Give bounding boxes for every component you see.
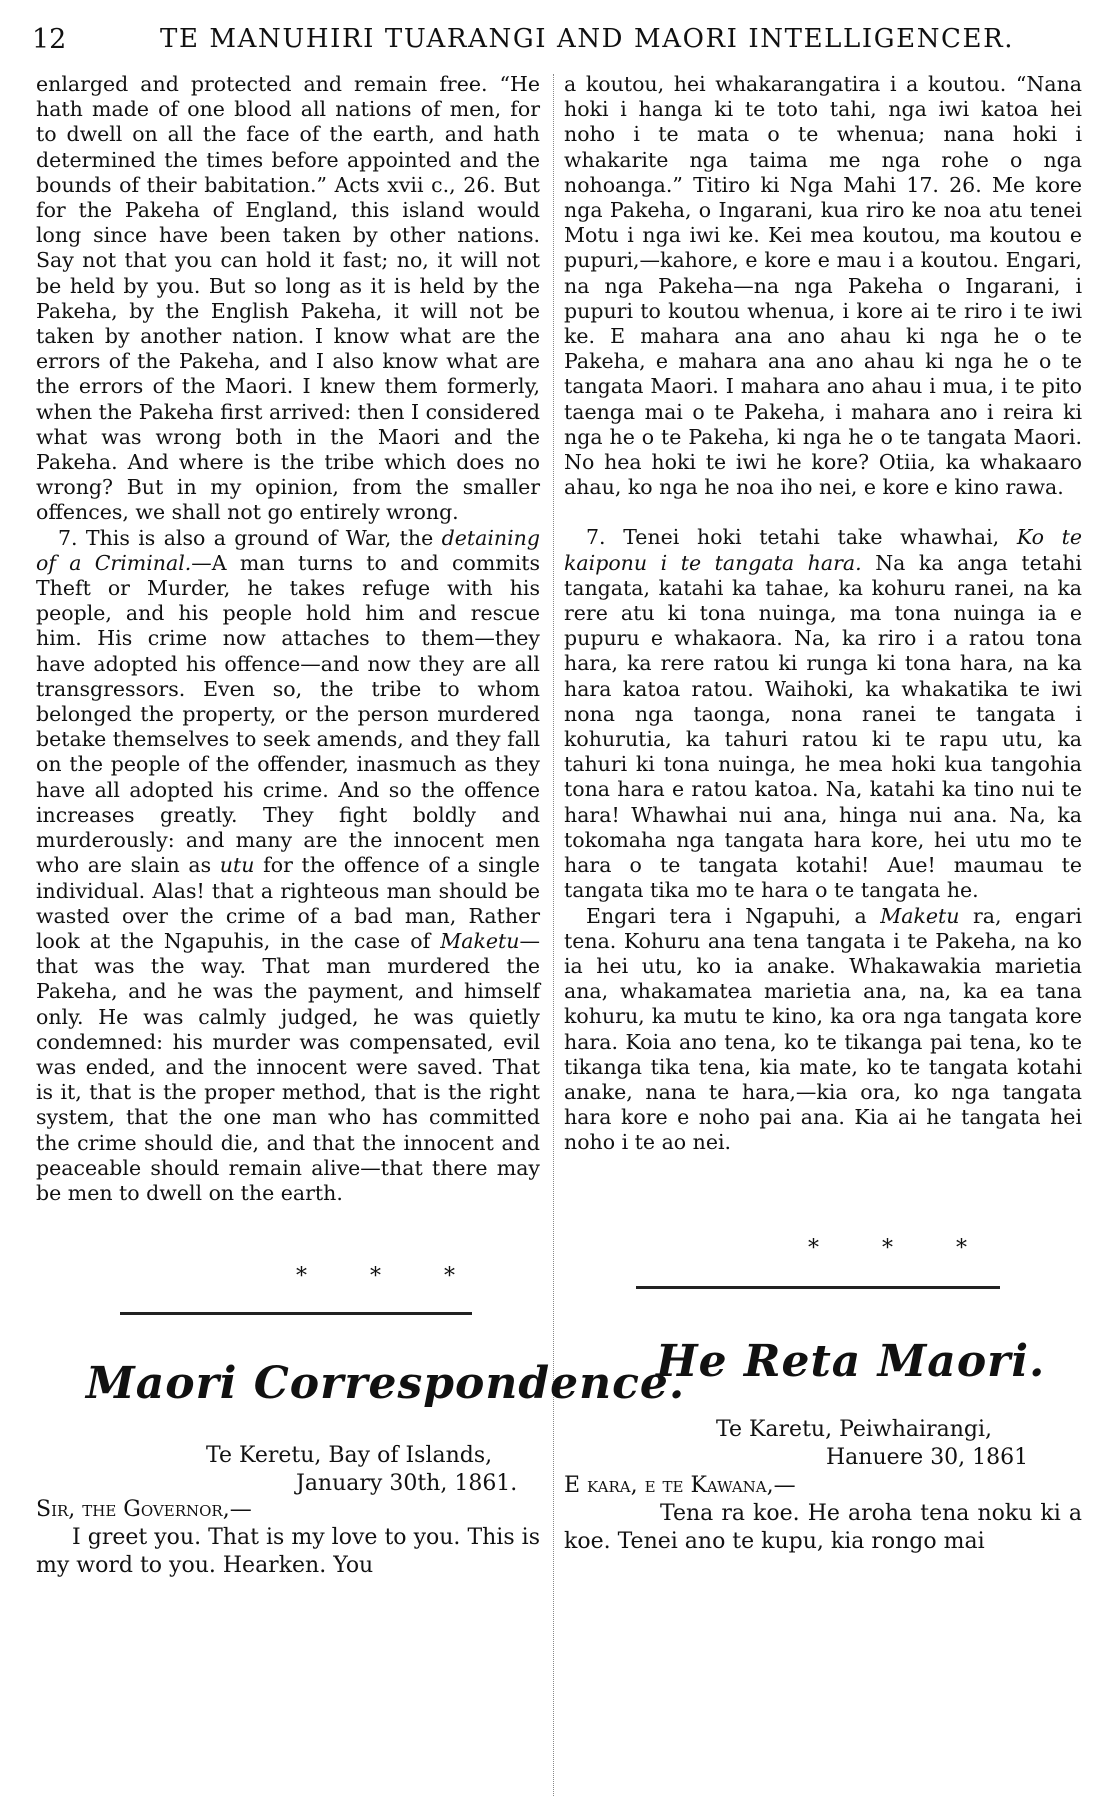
english-p2-maketu: Maketu — [440, 928, 520, 953]
column-divider — [553, 74, 554, 1796]
maori-p2-italic: Ko te kaiponu i te tangata hara. — [564, 525, 1082, 575]
left-heading-rule — [120, 1312, 472, 1315]
maori-p3-start: Engari tera i Ngapuhi, a — [586, 903, 867, 928]
english-p2-italic: detaining of a Criminal. — [36, 525, 540, 575]
maori-p2-number: 7. Tenei hoki tetahi take whawhai, — [586, 525, 1000, 550]
english-paragraph-1: enlarged and protected and remain free. “He hath made of one blood all nations of men, for to dwell on all the face of the earth, and hath determined the times before appointed and the bounds of their babitation.” Acts xvii c., 26. But for the Pakeha of England, this island would long since have been taken by other nations. Say not that you can hold it fast; no, it will not be held by you. But so long as it is held by the Pakeha, by the English Pakeha, it will not be taken by another nation. I know what are the errors of the Pakeha, and I also know what are the errors of the Maori. I knew them formerly, when the Pakeha first arrived: then I considered what was wrong both in the Maori and the Pakeha. And where is the tribe which does no wrong? But in my opinion, from the smaller offences, we shall not go entirely wrong. — [36, 72, 540, 525]
english-p2-final: —that was the way. That man murdered the Pakeha, and he was the payment, and himself only. He was calmly judged, he was quietly condemned: his murder was compensated, evil was ended, and the innocent were saved. That is it, that is the proper method, that is the right system, that the one man who has committed the crime should die, and that the innocent and peaceable should remain alive—that there may be men to dwell on the earth. — [36, 928, 540, 1205]
english-column — [36, 72, 540, 1206]
maori-correspondence-heading: Maori Correspondence. — [86, 1358, 686, 1409]
english-letter-body: I greet you. That is my love to you. This is my word to you. Hearken. You — [36, 1525, 540, 1578]
right-heading-rule — [636, 1286, 1000, 1289]
maori-letter-place: Te Karetu, Peiwhairangi, — [716, 1417, 992, 1442]
running-title: TE MANUHIRI TUARANGI AND MAORI INTELLIGENCER. — [160, 24, 1015, 54]
maori-p3-rest: ra, engari tena. Kohuru ana tena tangata i te Pakeha, na ko ia hei utu, ko ia anake. Whakawakia marietia ana, whakamatea marietia ana, na, ka ea tana kohuru, ka mutu te kino, ka ora nga tangata kore hara. Koia ano tena, ko te tikanga pai tena, ko te tikanga tika tena, kia mate, ko te tangata kotahi anake, nana te hara,—kia ora, ko nga tangata hara kore e noho pai ana. Kia ai he tangata hei noho i te ao nei. — [564, 903, 1082, 1155]
page-number: 12 — [32, 24, 67, 55]
left-section-stars: * * * — [296, 1264, 483, 1289]
maori-paragraph-2 — [564, 525, 1082, 903]
maori-p3-maketu: Maketu — [880, 903, 960, 928]
english-p2-utu: utu — [219, 853, 255, 878]
maori-letter-body: Tena ra koe. He aroha tena noku ki a koe. Tenei ano te kupu, kia rongo mai — [564, 1501, 1082, 1554]
maori-letter-date: Hanuere 30, 1861 — [826, 1445, 1029, 1470]
english-p2-rest: —A man turns to and commits Theft or Murder, he takes refuge with his people, and his people hold him and rescue him. His crime now attaches to them—they have adopted his offence—and now they are all transgressors. Even so, the tribe to whom belonged the property, or the person murdered betake themselves to seek amends, and they fall on the people of the offender, inasmuch as they have all adopted his crime. And so the offence increases greatly. They fight boldly and murderously: and many are the innocent men who are slain as — [36, 550, 541, 878]
english-letter-date: January 30th, 1861. — [296, 1471, 518, 1496]
english-letter-salutation: Sir, the Governor,— — [36, 1497, 252, 1522]
maori-column — [564, 72, 1082, 1156]
maori-paragraph-1: a koutou, hei whakarangatira i a koutou. “Nana hoki i hanga ki te toto tahi, nga iwi katoa hei noho i te mata o te whenua; nana hoki i whakarite nga taima me nga rohe o nga nohoanga.” Titiro ki Nga Mahi 17. 26. Me kore nga Pakeha, o Ingarani, kua riro ke noa atu tenei Motu i nga iwi ke. Kei mea koutou, ma koutou e pupuri,—kahore, e kore e mau i a koutou. Engari, na nga Pakeha—na nga Pakeha o Ingarani, i pupuri to koutou whenua, i kore ai te riro i te iwi ke. E mahara ana ano ahau ki nga he o te Pakeha, e mahara ana ano ahau ki nga he o te tangata Maori. I mahara ano ahau i mua, i te pito taenga mai o te Pakeha, i mahara ano i reira ki nga he o te Pakeha, ki nga he o te tangata Maori. No hea hoki te iwi he kore? Otiia, ka whakaaro ahau, ko nga he noa iho nei, e kore e kino rawa. — [564, 72, 1082, 500]
maori-paragraph-3 — [564, 904, 1082, 1156]
maori-letter-salutation: E kara, e te Kawana,— — [564, 1473, 796, 1498]
english-p2-number: 7. This is also a ground of War, the — [58, 525, 434, 550]
english-paragraph-2 — [36, 526, 540, 1206]
english-letter-place: Te Keretu, Bay of Islands, — [206, 1443, 493, 1468]
maori-p2-rest: Na ka anga tetahi tangata, katahi ka tahae, ka kohuru ranei, na ka rere atu ki tona nuinga, ma tona nuinga ia e pupuru e whakaora. Na, ka riro i a ratou tona hara, ka rere ratou ki runga ki tona hara, na ka hara katoa ratou. Waihoki, ka whakatika te iwi nona nga taonga, nona ranei te tangata i kohurutia, ka tahuri ratou ki te rapu utu, ka tahuri ki tona nuinga, he mea hoki kua tangohia tona hara e ratou katoa. Na, katahi ka tino nui te hara! Whawhai nui ana, hinga nui ana. Na, ka tokomaha nga tangata hara kore, hei utu mo te hara o te tangata kotahi! Aue! maumau te tangata tika mo te hara o te tangata he. — [564, 550, 1082, 903]
he-reta-maori-heading: He Reta Maori. — [656, 1336, 1046, 1387]
english-p2-end: for the offence of a single individual. Alas! that a righteous man should be wasted over the crime of a bad man, Rather look at the Ngapuhis, in the case of — [36, 853, 540, 953]
page-header — [32, 20, 1082, 64]
right-section-stars: * * * — [808, 1236, 995, 1261]
